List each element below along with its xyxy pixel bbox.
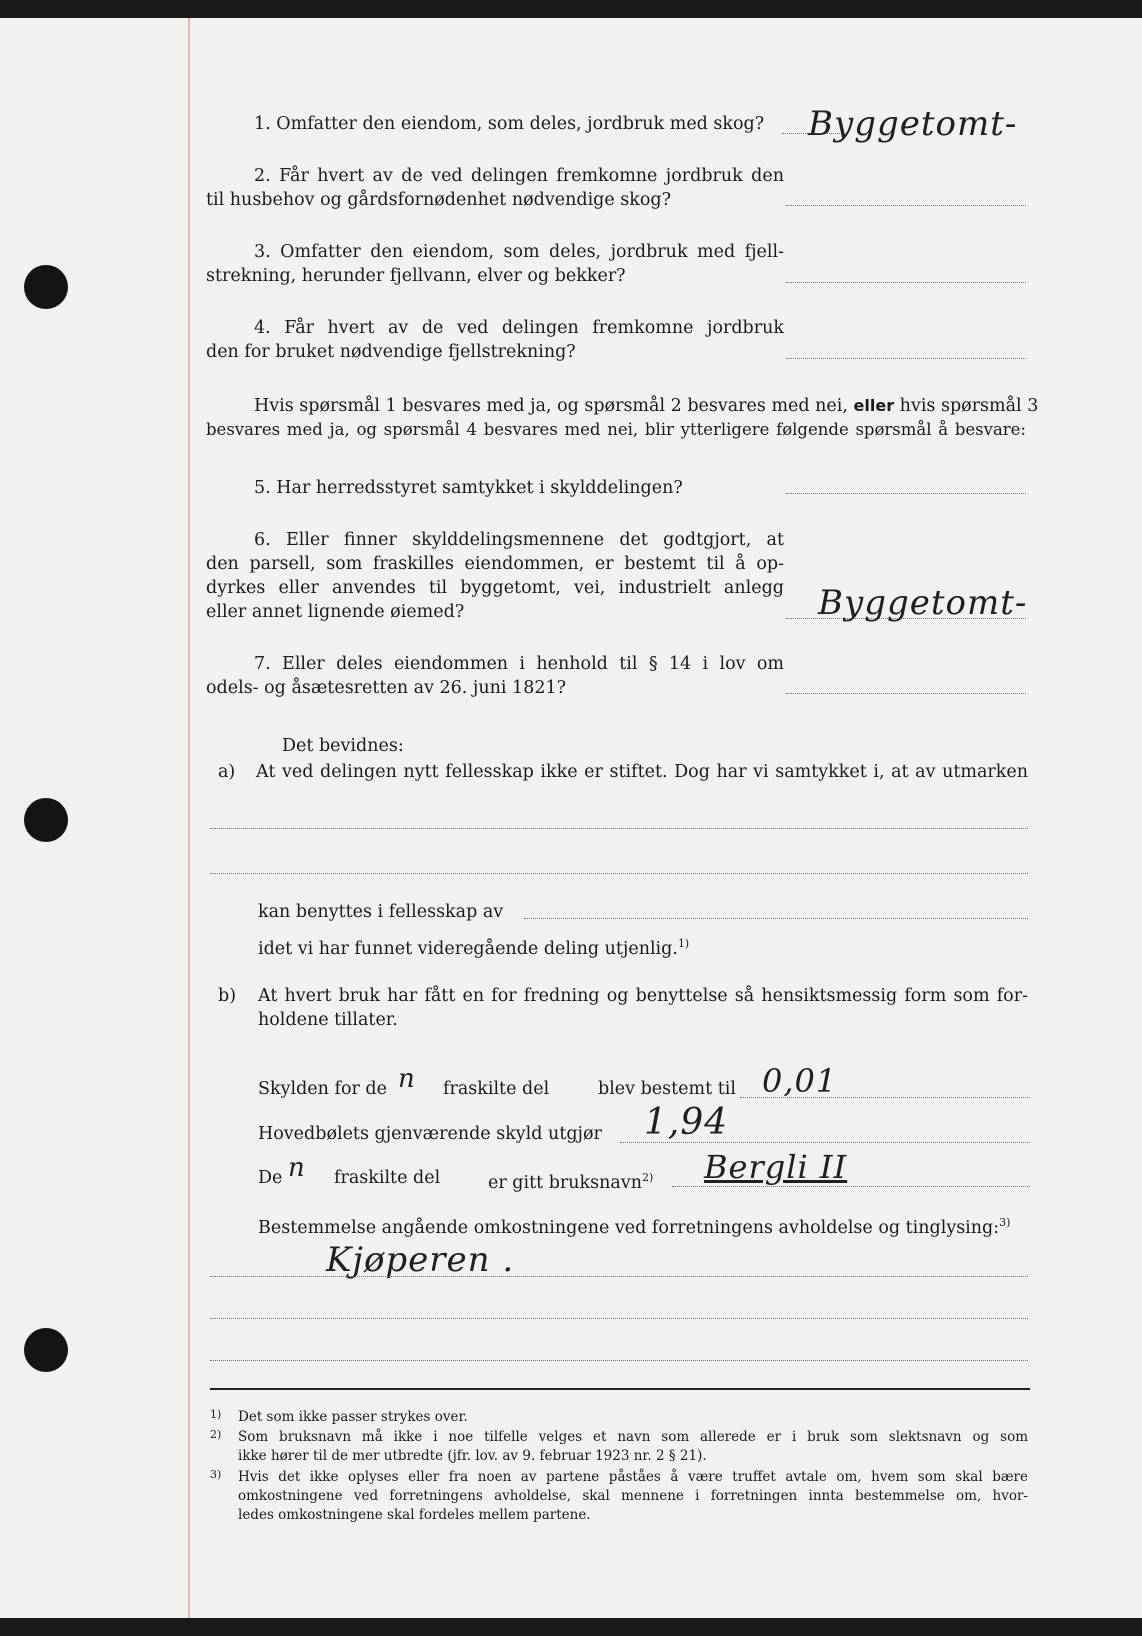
footnote-3-line2: omkostningene ved forretningens avholdelse, skal mennene i forretningen innta bestemmelse om, hvor-	[238, 1488, 1028, 1504]
condition-text-b: hvis spørsmål 3	[899, 396, 1039, 416]
attest-b-line1: At hvert bruk har fått en for fredning og benyttelse så hensiktsmessig form som for-	[258, 986, 1028, 1006]
question-7-line2: odels- og åsætesretten av 26. juni 1821?	[206, 678, 566, 698]
attest-a-line2[interactable]	[210, 873, 1028, 874]
skyld-handwritten-n: n	[398, 1064, 416, 1094]
margin-line	[188, 18, 190, 1618]
cost-value: Kjøperen .	[326, 1240, 515, 1280]
question-5: 5. Har herredsstyret samtykket i skylddelingen?	[254, 478, 683, 498]
answer-line-5[interactable]	[786, 493, 1026, 494]
condition-line1	[254, 394, 1038, 418]
navn-label-c	[488, 1166, 653, 1195]
cost-line-1[interactable]	[210, 1276, 1028, 1277]
attest-a-line1[interactable]	[210, 828, 1028, 829]
hoved-value: 1,94	[644, 1102, 729, 1143]
footnote-ref-3: 3)	[999, 1216, 1011, 1229]
skyld-label-a: Skylden for de	[258, 1079, 387, 1099]
punch-hole-bottom	[24, 1328, 68, 1372]
cost-label	[258, 1211, 1010, 1240]
answer-line-2[interactable]	[786, 205, 1026, 206]
handwritten-answer-1: Byggetomt-	[808, 104, 1018, 144]
skyld-label-c: blev bestemt til	[598, 1079, 736, 1099]
footnote-1-text: Det som ikke passer strykes over.	[238, 1409, 468, 1425]
footnote-2-mark: 2)	[210, 1428, 222, 1441]
footnote-1-mark: 1)	[210, 1408, 222, 1421]
attest-heading: Det bevidnes:	[282, 736, 404, 756]
question-4-line1: 4. Får hvert av de ved delingen fremkomne jordbruk	[254, 318, 784, 338]
answer-line-4[interactable]	[786, 358, 1026, 359]
attest-common-line[interactable]	[524, 918, 1028, 919]
attest-b-line2: holdene tillater.	[258, 1010, 398, 1030]
navn-label-b: fraskilte del	[334, 1168, 441, 1188]
attest-a-text: At ved delingen nytt fellesskap ikke er stiftet. Dog har vi samtykket i, at av utmarken	[256, 762, 1028, 782]
skyld-value: 0,01	[762, 1062, 838, 1100]
handwritten-answer-6: Byggetomt-	[818, 583, 1028, 623]
question-1: 1. Omfatter den eiendom, som deles, jordbruk med skog?	[254, 114, 765, 134]
question-3-line2: strekning, herunder fjellvann, elver og bekker?	[206, 266, 626, 286]
footnote-2-line1: Som bruksnavn må ikke i noe tilfelle velges et navn som allerede er i bruk som slektsnavn og som	[238, 1429, 1028, 1445]
attest-reason	[258, 932, 689, 961]
document-page	[0, 18, 1142, 1618]
attest-common-label: kan benyttes i fellesskap av	[258, 902, 504, 922]
condition-line2: besvares med ja, og spørsmål 4 besvares med nei, blir ytterligere følgende spørsmål å besvare:	[206, 420, 1026, 439]
question-6-line3: dyrkes eller anvendes til byggetomt, vei, industrielt anlegg	[206, 578, 784, 598]
footnote-2-line2: ikke hører til de mer utbredte (jfr. lov. av 9. februar 1923 nr. 2 § 21).	[238, 1448, 707, 1464]
answer-line-7[interactable]	[786, 693, 1026, 694]
question-6-line2: den parsell, som fraskilles eiendommen, er bestemt til å op-	[206, 554, 784, 574]
footnote-rule	[210, 1388, 1030, 1390]
attest-b-label: b)	[218, 986, 237, 1006]
skyld-label-b: fraskilte del	[443, 1079, 550, 1099]
question-6-line4: eller annet lignende øiemed?	[206, 602, 465, 622]
answer-line-3[interactable]	[786, 282, 1026, 283]
question-4-line2: den for bruket nødvendige fjellstrekning?	[206, 342, 576, 362]
condition-text-a: Hvis spørsmål 1 besvares med ja, og spørsmål 2 besvares med nei,	[254, 396, 848, 416]
navn-handwritten-n: n	[288, 1153, 306, 1183]
footnote-3-mark: 3)	[210, 1468, 222, 1481]
hoved-label: Hovedbølets gjenværende skyld utgjør	[258, 1124, 602, 1144]
footnote-3-line3: ledes omkostningene skal fordeles mellem partene.	[238, 1507, 591, 1523]
footnote-3-line1: Hvis det ikke oplyses eller fra noen av partene påståes å være truffet avtale om, hvem som skal bære	[238, 1469, 1028, 1485]
question-3-line1: 3. Omfatter den eiendom, som deles, jordbruk med fjell-	[254, 242, 784, 262]
navn-value: Bergli II	[704, 1148, 848, 1186]
footnote-ref-2: 2)	[642, 1171, 654, 1184]
footnote-ref-1: 1)	[677, 937, 690, 950]
cost-line-2[interactable]	[210, 1318, 1028, 1319]
question-6-line1: 6. Eller finner skylddelingsmennene det godtgjort, at	[254, 530, 784, 550]
attest-reason-text: idet vi har funnet videregående deling utjenlig.	[258, 938, 678, 959]
punch-hole-middle	[24, 798, 68, 842]
cost-label-text: Bestemmelse angående omkostningene ved forretningens avholdelse og tinglysing:	[258, 1217, 1000, 1238]
navn-value-line[interactable]	[672, 1186, 1030, 1187]
attest-a-label: a)	[218, 762, 236, 782]
condition-bold-eller: eller	[853, 396, 895, 415]
question-7-line1: 7. Eller deles eiendommen i henhold til § 14 i lov om	[254, 654, 784, 674]
navn-label-a: De	[258, 1168, 283, 1188]
question-2-line2: til husbehov og gårdsfornødenhet nødvendige skog?	[206, 190, 671, 210]
cost-line-3[interactable]	[210, 1360, 1028, 1361]
question-2-line1: 2. Får hvert av de ved delingen fremkomne jordbruk den	[254, 166, 784, 186]
punch-hole-top	[24, 265, 68, 309]
navn-label-text: er gitt bruksnavn	[488, 1172, 642, 1193]
